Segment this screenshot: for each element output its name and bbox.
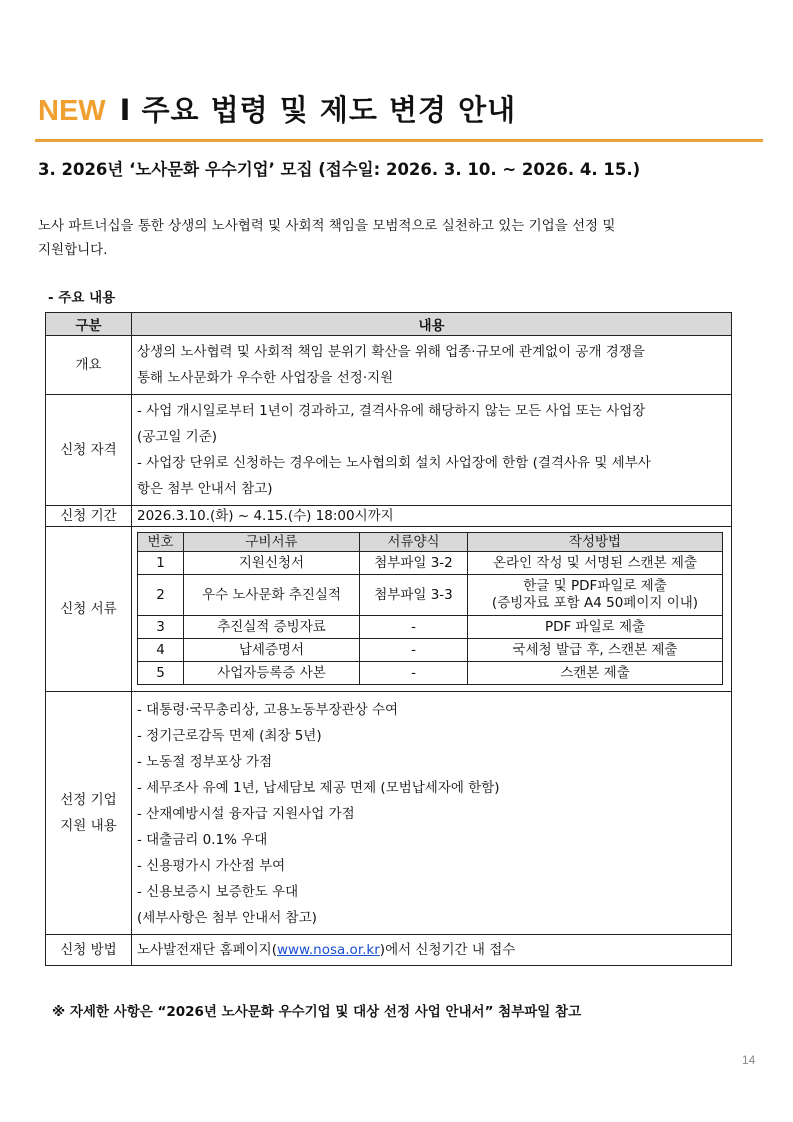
label-line: 선정 기업 xyxy=(60,792,117,808)
content-line: - 사업장 단위로 신청하는 경우에는 노사협의회 설치 사업장에 한함 (결격사유 및 세부사 xyxy=(137,455,651,471)
benefit-item: - 세무조사 유예 1년, 납세담보 제공 면제 (모범납세자에 한함) xyxy=(137,780,500,796)
section-title: 3. 2026년 ‘노사문화 우수기업’ 모집 (접수일: 2026. 3. 10. ~ 2026. 4. 15.) xyxy=(38,160,641,179)
doc-method-line: (증빙자료 포함 A4 50페이지 이내) xyxy=(491,595,699,611)
benefit-item: - 노동절 정부포상 가점 xyxy=(137,754,273,770)
table-row xyxy=(46,336,732,395)
title-separator: I xyxy=(119,93,132,127)
content-line: (공고일 기준) xyxy=(137,429,218,445)
main-table xyxy=(45,312,732,966)
doc-form: 첨부파일 3-3 xyxy=(360,575,468,616)
col-header-category: 구분 xyxy=(46,313,132,336)
benefit-item: - 정기근로감독 면제 (최장 5년) xyxy=(137,728,322,744)
footer-note: ※ 자세한 사항은 “2026년 노사문화 우수기업 및 대상 선정 사업 안내서” 첨부파일 참고 xyxy=(52,1004,582,1020)
doc-name: 납세증명서 xyxy=(184,639,360,662)
row-label-benefits xyxy=(46,692,132,935)
doc-col-document: 구비서류 xyxy=(184,533,360,552)
content-line: 상생의 노사협력 및 사회적 책임 분위기 확산을 위해 업종·규모에 관계없이 공개 경쟁을 xyxy=(137,344,645,360)
table-row xyxy=(138,616,723,639)
benefit-item: - 신용보증시 보증한도 우대 xyxy=(137,884,299,900)
method-suffix: )에서 신청기간 내 접수 xyxy=(379,942,516,958)
doc-col-no: 번호 xyxy=(138,533,184,552)
doc-method: 온라인 작성 및 서명된 스캔본 제출 xyxy=(468,552,723,575)
doc-form: - xyxy=(360,616,468,639)
documents-table xyxy=(137,532,723,685)
doc-no: 5 xyxy=(138,662,184,685)
doc-no: 4 xyxy=(138,639,184,662)
row-label-period: 신청 기간 xyxy=(46,506,132,527)
benefit-item: - 대통령·국무총리상, 고용노동부장관상 수여 xyxy=(137,702,399,718)
table-header-row xyxy=(46,313,732,336)
doc-no: 1 xyxy=(138,552,184,575)
content-line: 통해 노사문화가 우수한 사업장을 선정·지원 xyxy=(137,370,394,386)
homepage-link[interactable]: www.nosa.or.kr xyxy=(276,942,380,958)
table-row xyxy=(138,552,723,575)
doc-col-method: 작성방법 xyxy=(468,533,723,552)
title-underline xyxy=(35,139,763,142)
subheading: - 주요 내용 xyxy=(48,290,116,306)
benefit-item: - 산재예방시설 융자급 지원사업 가점 xyxy=(137,806,355,822)
table-row xyxy=(46,692,732,935)
benefit-item: - 대출금리 0.1% 우대 xyxy=(137,832,268,848)
method-content xyxy=(132,935,732,966)
table-row xyxy=(138,662,723,685)
doc-form: - xyxy=(360,639,468,662)
content-line: 항은 첨부 안내서 참고) xyxy=(137,481,273,497)
intro-line: 지원합니다. xyxy=(38,242,108,258)
table-row xyxy=(46,935,732,966)
doc-col-form: 서류양식 xyxy=(360,533,468,552)
intro-line: 노사 파트너십을 통한 상생의 노사협력 및 사회적 책임을 모범적으로 실천하고 있는 기업을 선정 및 xyxy=(38,218,616,234)
overview-content xyxy=(132,336,732,395)
row-label-documents: 신청 서류 xyxy=(46,527,132,692)
doc-no: 2 xyxy=(138,575,184,616)
doc-method: 국세청 발급 후, 스캔본 제출 xyxy=(468,639,723,662)
documents-content xyxy=(132,527,732,692)
eligibility-content xyxy=(132,395,732,506)
content-line: - 사업 개시일로부터 1년이 경과하고, 결격사유에 해당하지 않는 모든 사업 또는 사업장 xyxy=(137,403,646,419)
period-value: 2026.3.10.(화) ~ 4.15.(수) 18:00시까지 xyxy=(132,506,732,527)
method-prefix: 노사발전재단 홈페이지( xyxy=(137,942,277,958)
table-row xyxy=(46,506,732,527)
label-line: 지원 내용 xyxy=(60,818,117,834)
col-header-content: 내용 xyxy=(132,313,732,336)
documents-header-row xyxy=(138,533,723,552)
doc-name: 사업자등록증 사본 xyxy=(184,662,360,685)
doc-form: 첨부파일 3-2 xyxy=(360,552,468,575)
page-number: 14 xyxy=(742,1053,756,1067)
table-row xyxy=(138,575,723,616)
doc-name: 지원신청서 xyxy=(184,552,360,575)
row-label-eligibility: 신청 자격 xyxy=(46,395,132,506)
intro-paragraph xyxy=(38,214,738,262)
table-row xyxy=(46,395,732,506)
new-label: NEW xyxy=(38,95,106,127)
title-text: 주요 법령 및 제도 변경 안내 xyxy=(141,93,517,127)
doc-name: 우수 노사문화 추진실적 xyxy=(184,575,360,616)
row-label-method: 신청 방법 xyxy=(46,935,132,966)
table-row xyxy=(46,527,732,692)
doc-name: 추진실적 증빙자료 xyxy=(184,616,360,639)
row-label-overview: 개요 xyxy=(46,336,132,395)
doc-method xyxy=(468,575,723,616)
doc-method: 스캔본 제출 xyxy=(468,662,723,685)
benefit-item: (세부사항은 첨부 안내서 참고) xyxy=(137,910,317,926)
table-row xyxy=(138,639,723,662)
benefits-content xyxy=(132,692,732,935)
doc-method-line: 한글 및 PDF파일로 제출 xyxy=(523,578,667,594)
page-title xyxy=(38,88,516,129)
doc-method: PDF 파일로 제출 xyxy=(468,616,723,639)
benefit-item: - 신용평가시 가산점 부여 xyxy=(137,858,286,874)
doc-form: - xyxy=(360,662,468,685)
doc-no: 3 xyxy=(138,616,184,639)
